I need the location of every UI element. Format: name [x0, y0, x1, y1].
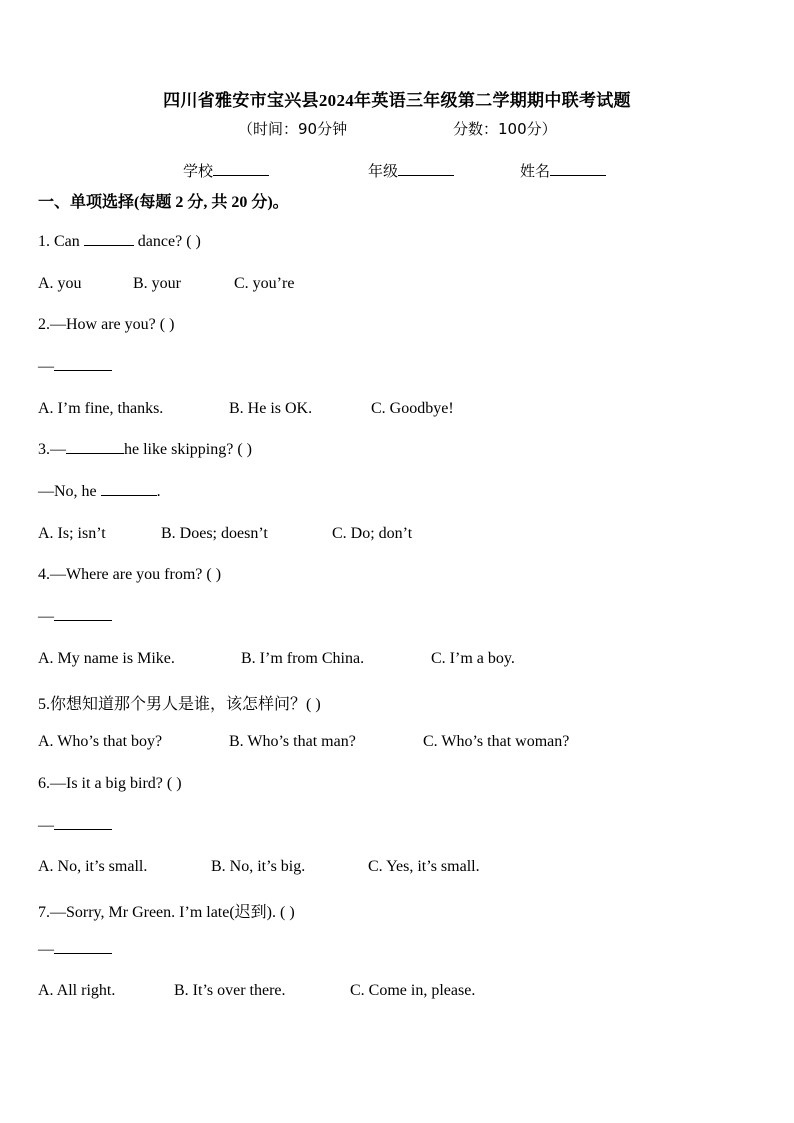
option-a: A. Who’s that boy? [38, 733, 163, 750]
section-heading: 一、单项选择(每题 2 分, 共 20 分)。 [38, 194, 289, 211]
grade-blank [398, 162, 454, 176]
reply-text-start: —No, he [38, 483, 101, 500]
name-field [520, 160, 606, 181]
answer-blank [54, 358, 112, 371]
question-3 [38, 441, 252, 459]
question-1-blank [84, 233, 134, 246]
option-b: B. your [133, 275, 181, 292]
question-4: 4.—Where are you from? ( ) [38, 566, 222, 583]
reply-blank [101, 483, 157, 496]
option-b: B. Who’s that man? [229, 733, 356, 750]
option-b: B. No, it’s big. [211, 858, 306, 875]
option-a: A. you [38, 275, 82, 292]
exam-time: （时间：90分钟 [238, 120, 348, 138]
option-c: C. Goodbye! [371, 400, 454, 417]
question-3-blank [66, 441, 124, 454]
question-1 [38, 233, 201, 251]
question-1-text-start: 1. Can [38, 233, 84, 250]
option-a: A. No, it’s small. [38, 858, 148, 875]
option-b: B. I’m from China. [241, 650, 365, 667]
option-a: A. My name is Mike. [38, 650, 175, 667]
option-c: C. I’m a boy. [431, 650, 515, 667]
option-a: A. I’m fine, thanks. [38, 400, 164, 417]
option-c: C. you’re [234, 275, 295, 292]
question-6-answer-line [38, 817, 112, 835]
answer-dash: — [38, 941, 54, 958]
question-2-answer-line [38, 358, 112, 376]
name-label: 姓名 [520, 162, 551, 180]
question-3-text-end: he like skipping? ( ) [124, 441, 252, 458]
option-b: B. He is OK. [229, 400, 313, 417]
exam-title: 四川省雅安市宝兴县2024年英语三年级第二学期期中联考试题 [163, 91, 631, 110]
exam-score: 分数：100分） [453, 120, 557, 138]
answer-blank [54, 941, 112, 954]
school-blank [213, 162, 269, 176]
option-b: B. It’s over there. [174, 982, 286, 999]
answer-dash: — [38, 817, 54, 834]
question-7-answer-line [38, 941, 112, 959]
question-3-text-start: 3.— [38, 441, 66, 458]
school-label: 学校 [183, 162, 214, 180]
school-field [183, 160, 269, 181]
option-c: C. Yes, it’s small. [368, 858, 480, 875]
answer-dash: — [38, 608, 54, 625]
question-3-reply [38, 483, 161, 501]
question-2: 2.—How are you? ( ) [38, 316, 175, 333]
answer-blank [54, 608, 112, 621]
question-4-answer-line [38, 608, 112, 626]
option-c: C. Do; don’t [332, 525, 413, 542]
grade-label: 年级 [368, 162, 399, 180]
question-7: 7.—Sorry, Mr Green. I’m late(迟到). ( ) [38, 904, 295, 921]
reply-text-end: . [156, 483, 161, 500]
option-a: A. Is; isn’t [38, 525, 106, 542]
name-blank [550, 162, 606, 176]
question-6: 6.—Is it a big bird? ( ) [38, 775, 182, 792]
option-c: C. Come in, please. [350, 982, 476, 999]
answer-blank [54, 817, 112, 830]
option-b: B. Does; doesn’t [161, 525, 268, 542]
question-1-text-end: dance? ( ) [133, 233, 201, 250]
question-5: 5.你想知道那个男人是谁，该怎样问？( ) [38, 696, 321, 713]
grade-field [368, 160, 454, 181]
option-c: C. Who’s that woman? [423, 733, 570, 750]
answer-dash: — [38, 358, 54, 375]
option-a: A. All right. [38, 982, 116, 999]
